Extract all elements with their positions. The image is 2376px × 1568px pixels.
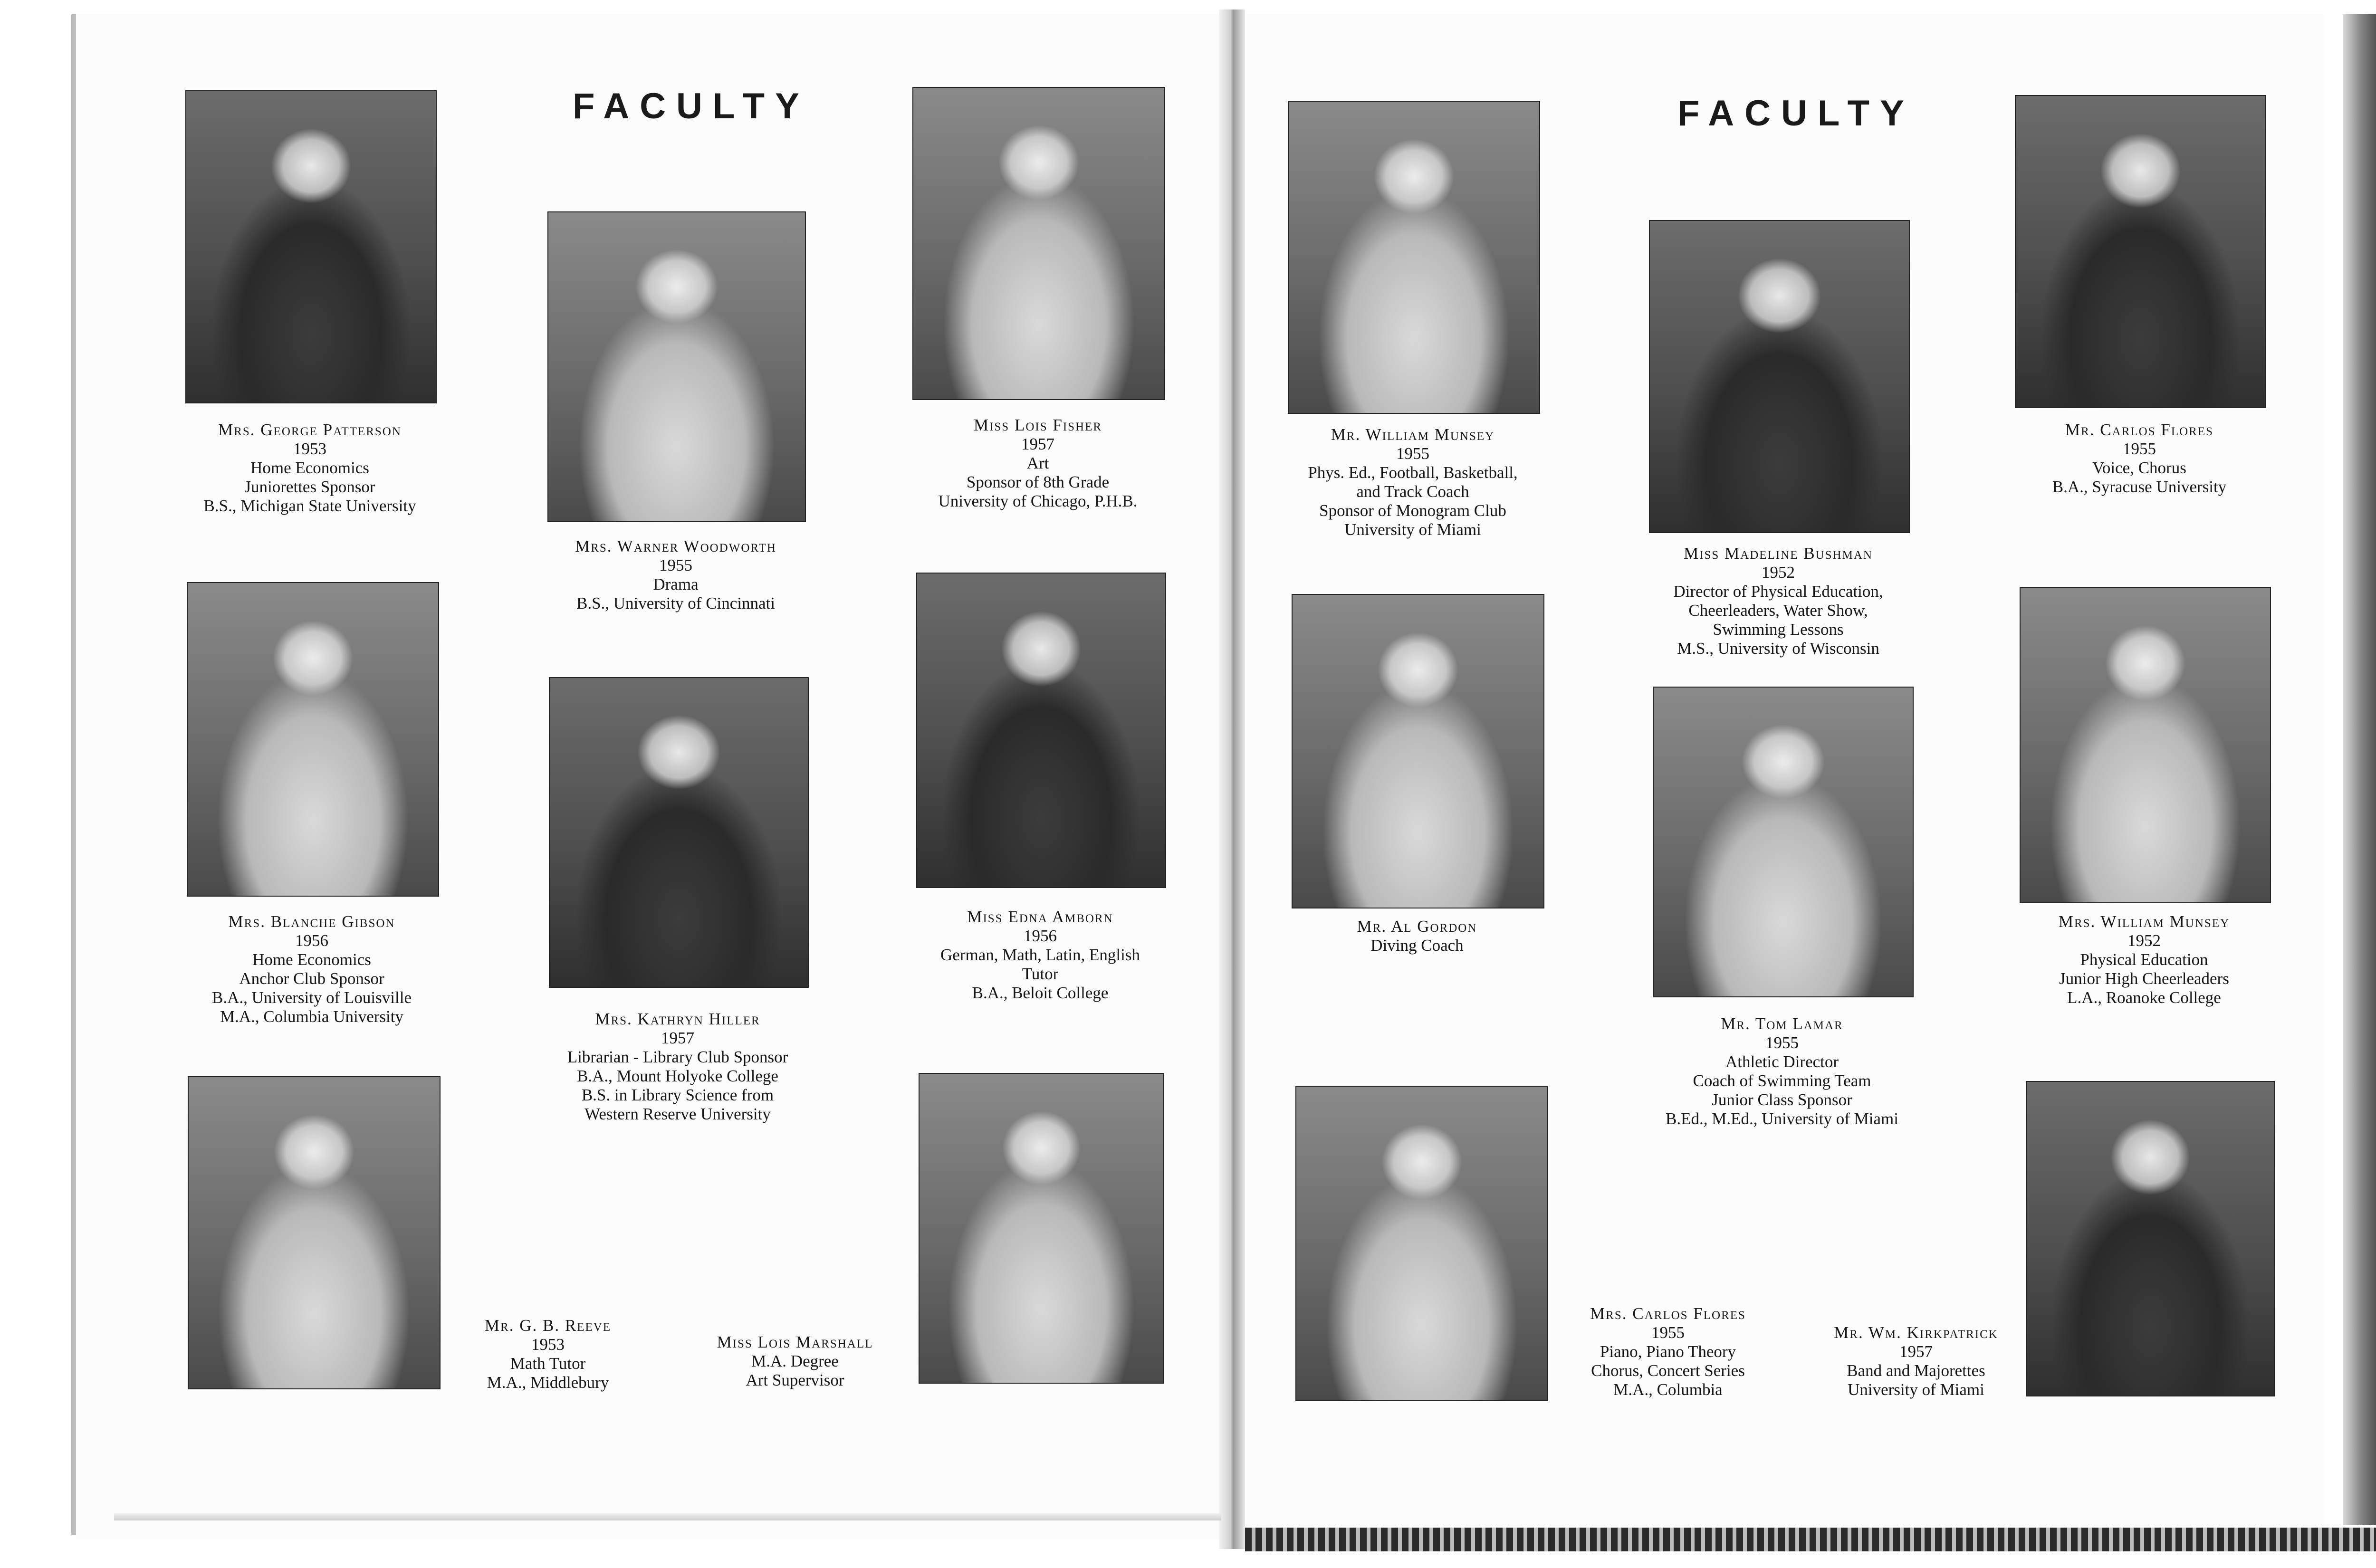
faculty-photo-mrs-carlos-flores [1295, 1086, 1548, 1401]
faculty-detail-line: B.S. in Library Science from [581, 1086, 774, 1104]
faculty-detail-line: and Track Coach [1356, 482, 1469, 501]
faculty-detail-line: Phys. Ed., Football, Basketball, [1308, 463, 1518, 482]
faculty-detail-line: Sponsor of Monogram Club [1319, 501, 1506, 520]
faculty-caption-mrs-william-munsey [2002, 912, 2287, 1007]
faculty-caption-lois-fisher [895, 416, 1180, 511]
faculty-detail-line: 1953 [531, 1335, 565, 1354]
faculty-name: Mrs. George Patterson [218, 421, 402, 439]
faculty-detail-line: B.A., University of Louisville [212, 988, 412, 1007]
faculty-detail-line: L.A., Roanoke College [2067, 988, 2221, 1007]
faculty-detail-line: M.A., Columbia [1613, 1380, 1723, 1399]
faculty-detail-line: 1955 [2123, 440, 2156, 458]
faculty-name: Mrs. Kathryn Hiller [595, 1010, 760, 1028]
faculty-detail-line: B.S., University of Cincinnati [576, 594, 776, 612]
faculty-detail-line: Cheerleaders, Water Show, [1688, 601, 1868, 620]
faculty-detail-line: 1956 [295, 931, 328, 950]
faculty-detail-line: Band and Majorettes [1847, 1361, 1985, 1380]
faculty-detail-line: B.A., Syracuse University [2052, 478, 2227, 496]
faculty-detail-line: Diving Coach [1370, 936, 1464, 955]
faculty-name: Mrs. Blanche Gibson [228, 912, 395, 931]
faculty-detail-line: M.S., University of Wisconsin [1677, 639, 1879, 658]
faculty-detail-line: Chorus, Concert Series [1591, 1361, 1745, 1380]
faculty-name: Miss Madeline Bushman [1684, 544, 1873, 563]
faculty-caption-al-gordon [1322, 917, 1512, 955]
faculty-caption-warner-woodworth [533, 537, 818, 613]
faculty-detail-line: 1955 [1651, 1323, 1685, 1342]
book-gutter [1219, 10, 1245, 1549]
faculty-name: Mrs. Carlos Flores [1590, 1304, 1746, 1323]
faculty-detail-line: M.A. Degree [751, 1352, 839, 1370]
faculty-name: Mr. Al Gordon [1357, 917, 1477, 936]
faculty-detail-line: 1952 [1762, 563, 1795, 582]
faculty-detail-line: Director of Physical Education, [1673, 582, 1883, 601]
faculty-caption-tom-lamar [1611, 1014, 1953, 1128]
faculty-photo-gb-reeve [188, 1076, 441, 1389]
faculty-name: Mrs. William Munsey [2058, 912, 2230, 931]
faculty-photo-warner-woodworth [547, 211, 806, 522]
faculty-detail-line: B.A., Beloit College [972, 984, 1109, 1002]
faculty-detail-line: B.A., Mount Holyoke College [577, 1067, 778, 1085]
faculty-detail-line: Western Reserve University [584, 1105, 771, 1123]
faculty-detail-line: Home Economics [250, 459, 369, 477]
faculty-detail-line: Librarian - Library Club Sponsor [567, 1048, 788, 1066]
faculty-detail-line: M.A., Columbia University [220, 1007, 403, 1026]
faculty-detail-line: Voice, Chorus [2092, 459, 2186, 477]
faculty-detail-line: 1957 [661, 1029, 694, 1047]
faculty-photo-carlos-flores [2015, 95, 2266, 408]
faculty-detail-line: Home Economics [252, 950, 371, 969]
page-bottom-edge [114, 1513, 1221, 1520]
faculty-photo-william-munsey [1288, 101, 1540, 414]
right-page-edge [2343, 14, 2376, 1525]
faculty-caption-lois-marshall [695, 1333, 895, 1390]
faculty-name: Mr. G. B. Reeve [484, 1316, 612, 1335]
faculty-photo-wm-kirkpatrick [2026, 1081, 2275, 1396]
faculty-name: Miss Lois Fisher [973, 416, 1102, 434]
faculty-caption-edna-amborn [874, 908, 1207, 1003]
faculty-detail-line: M.A., Middlebury [487, 1373, 609, 1392]
faculty-photo-edna-amborn [916, 573, 1166, 888]
faculty-detail-line: German, Math, Latin, English [940, 946, 1140, 964]
faculty-detail-line: Drama [653, 575, 699, 593]
faculty-photo-kathryn-hiller [549, 677, 809, 988]
faculty-photo-blanche-gibson [187, 582, 439, 897]
faculty-name: Mrs. Warner Woodworth [575, 537, 776, 555]
faculty-detail-line: B.Ed., M.Ed., University of Miami [1666, 1109, 1898, 1128]
faculty-detail-line: 1952 [2127, 931, 2161, 950]
faculty-detail-line: Art Supervisor [746, 1371, 844, 1389]
faculty-detail-line: University of Miami [1848, 1380, 1984, 1399]
faculty-detail-line: Sponsor of 8th Grade [966, 473, 1110, 491]
faculty-photo-george-patterson [185, 90, 437, 403]
faculty-caption-kathryn-hiller [511, 1010, 844, 1124]
faculty-detail-line: Junior Class Sponsor [1712, 1090, 1852, 1109]
faculty-detail-line: Anchor Club Sponsor [239, 969, 384, 988]
faculty-detail-line: Physical Education [2080, 950, 2208, 969]
faculty-photo-al-gordon [1292, 594, 1544, 908]
right-page-heading: FACULTY [1677, 93, 1915, 134]
faculty-caption-william-munsey [1246, 425, 1579, 539]
faculty-caption-gb-reeve [443, 1316, 652, 1392]
faculty-photo-madeline-bushman [1649, 220, 1910, 533]
faculty-detail-line: 1956 [1024, 927, 1057, 945]
faculty-name: Miss Lois Marshall [717, 1333, 873, 1351]
faculty-detail-line: Juniorettes Sponsor [244, 478, 375, 496]
faculty-caption-carlos-flores [1997, 421, 2282, 497]
faculty-caption-madeline-bushman [1612, 544, 1945, 658]
faculty-detail-line: 1955 [659, 556, 692, 574]
faculty-detail-line: Tutor [1022, 965, 1059, 983]
faculty-name: Mr. Wm. Kirkpatrick [1834, 1323, 1998, 1342]
left-page-heading: FACULTY [573, 86, 810, 126]
faculty-name: Mr. Tom Lamar [1721, 1014, 1843, 1033]
faculty-photo-lois-fisher [912, 87, 1165, 400]
faculty-detail-line: University of Miami [1344, 520, 1481, 539]
faculty-name: Mr. William Munsey [1331, 425, 1495, 444]
faculty-detail-line: Swimming Lessons [1713, 620, 1844, 639]
faculty-photo-tom-lamar [1653, 687, 1914, 997]
page-stack-edge [1245, 1528, 2376, 1551]
faculty-photo-mrs-william-munsey [2020, 587, 2271, 903]
faculty-detail-line: Junior High Cheerleaders [2059, 969, 2229, 988]
faculty-detail-line: Math Tutor [510, 1354, 586, 1373]
faculty-detail-line: Art [1026, 454, 1049, 472]
faculty-caption-mrs-carlos-flores [1563, 1304, 1772, 1399]
faculty-caption-blanche-gibson [169, 912, 454, 1026]
faculty-detail-line: 1957 [1021, 435, 1054, 453]
faculty-detail-line: Piano, Piano Theory [1600, 1342, 1736, 1361]
faculty-detail-line: Athletic Director [1725, 1052, 1839, 1071]
faculty-detail-line: 1953 [293, 440, 326, 458]
faculty-name: Mr. Carlos Flores [2065, 421, 2213, 439]
faculty-detail-line: 1957 [1899, 1342, 1933, 1361]
faculty-photo-lois-marshall [919, 1073, 1164, 1384]
faculty-detail-line: University of Chicago, P.H.B. [938, 492, 1138, 510]
faculty-name: Miss Edna Amborn [967, 908, 1113, 926]
faculty-caption-george-patterson [167, 421, 452, 516]
faculty-detail-line: 1955 [1765, 1033, 1799, 1052]
faculty-detail-line: B.S., Michigan State University [203, 497, 416, 515]
faculty-detail-line: 1955 [1396, 444, 1429, 463]
faculty-detail-line: Coach of Swimming Team [1693, 1071, 1871, 1090]
faculty-caption-wm-kirkpatrick [1811, 1323, 2021, 1399]
